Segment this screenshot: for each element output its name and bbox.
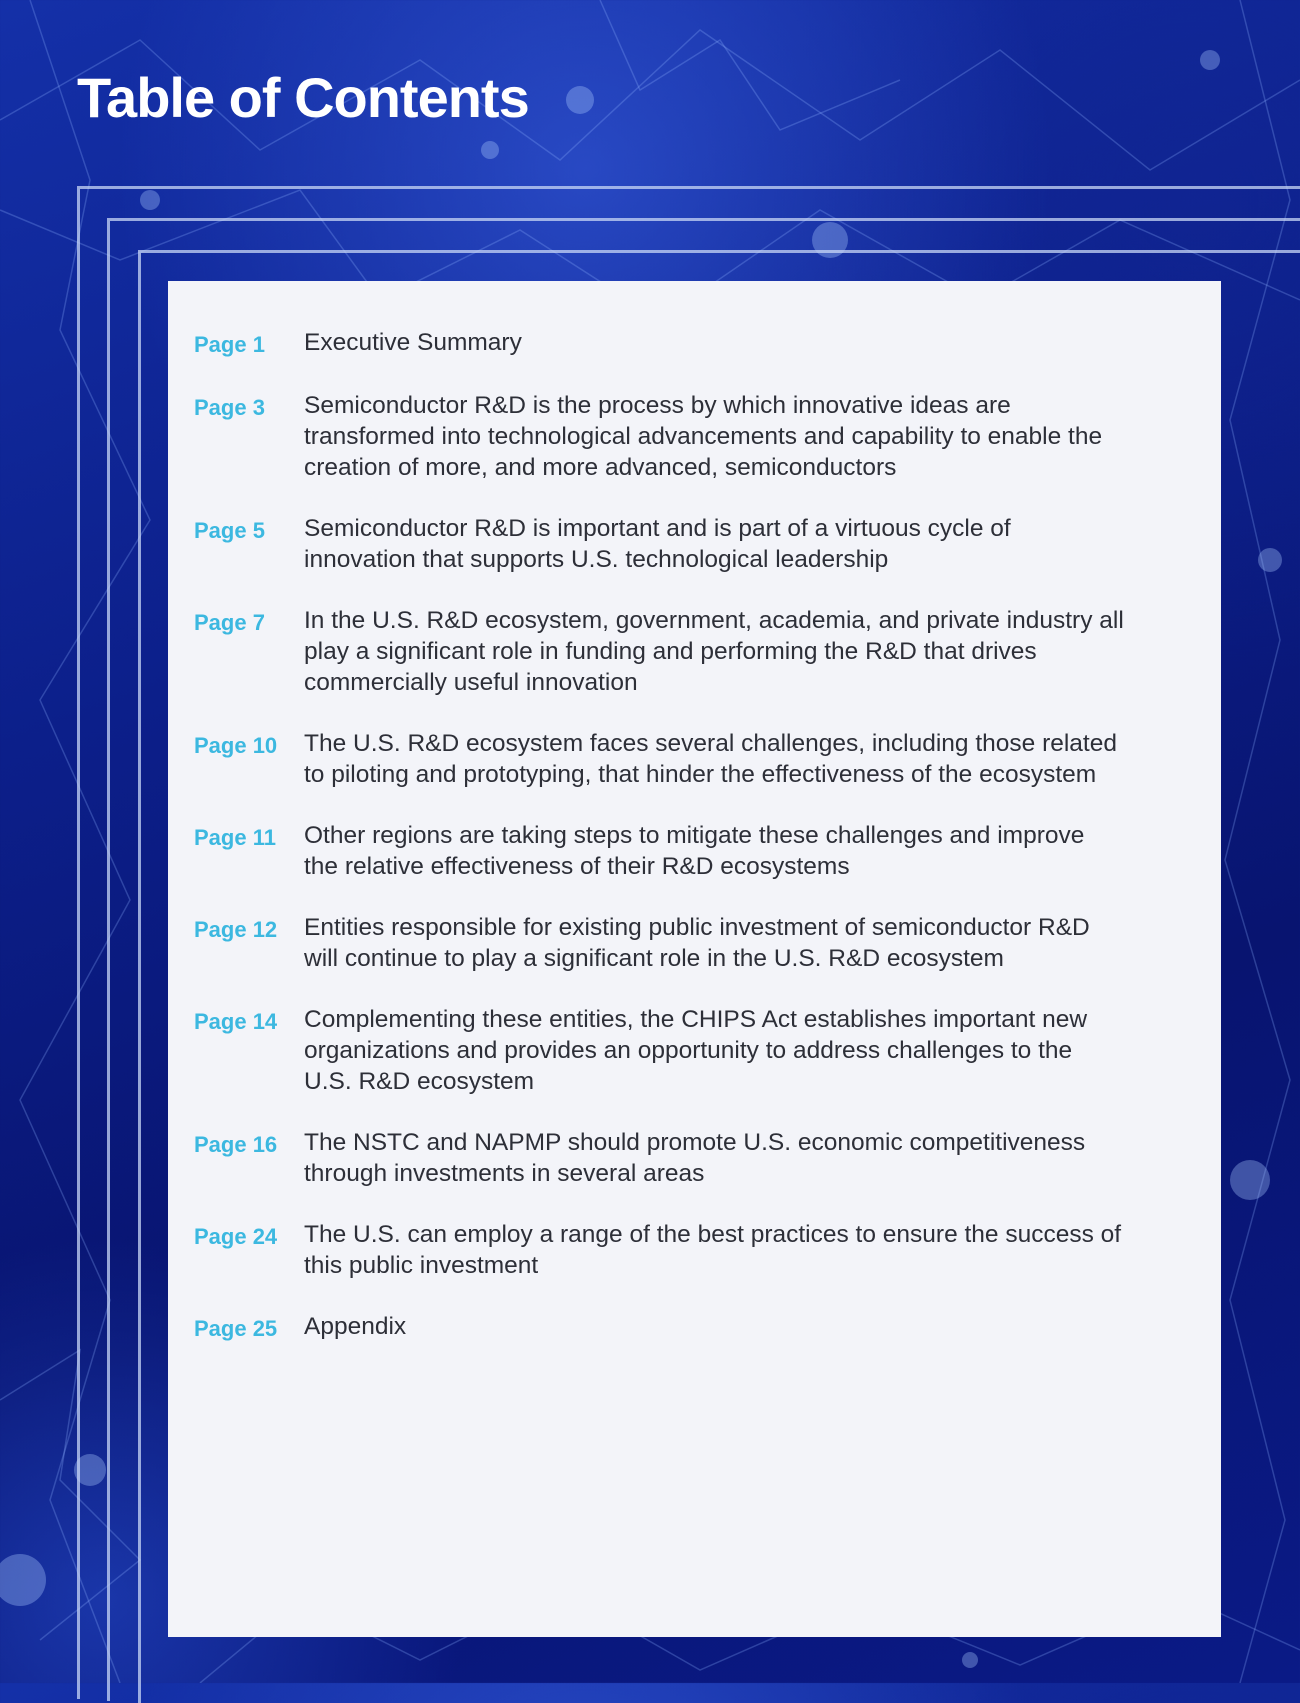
toc-page-number[interactable]: Page 25 [194, 1316, 278, 1341]
toc-entry-title[interactable]: Semiconductor R&D is the process by which innovative ideas are transformed into technological advancements and capability to enable the creation of more, and more advanced, semiconductors [304, 392, 1103, 481]
toc-page-number[interactable]: Page 14 [194, 1009, 278, 1034]
toc-page-number[interactable]: Page 11 [194, 825, 276, 850]
toc-entry[interactable] [194, 1127, 1194, 1189]
toc-entry[interactable] [194, 390, 1194, 483]
toc-entry-title[interactable]: The U.S. can employ a range of the best practices to ensure the success of this public investment [304, 1221, 1122, 1279]
toc-entry-title[interactable]: The U.S. R&D ecosystem faces several challenges, including those related to piloting and prototyping, that hinder the effectiveness of the ecosystem [304, 730, 1117, 788]
toc-page-number[interactable]: Page 24 [194, 1224, 278, 1249]
toc-entry[interactable] [194, 513, 1194, 575]
toc-entry[interactable] [194, 1219, 1194, 1281]
toc-entry-title[interactable]: Complementing these entities, the CHIPS Act establishes important new organizations and provides an opportunity to address challenges to the U.S. R&D ecosystem [304, 1006, 1088, 1095]
toc-entry[interactable] [194, 912, 1194, 974]
toc-entry-title[interactable]: Semiconductor R&D is important and is part of a virtuous cycle of innovation that supports U.S. technological leadership [304, 515, 1011, 573]
toc-entry[interactable] [194, 605, 1194, 698]
toc-entry[interactable] [194, 1311, 1194, 1344]
page-title: Table of Contents [77, 66, 529, 129]
toc-page-number[interactable]: Page 5 [194, 518, 265, 543]
toc-page-number[interactable]: Page 1 [194, 332, 265, 357]
toc-page-number[interactable]: Page 16 [194, 1132, 278, 1157]
toc-entry-title[interactable]: Entities responsible for existing public investment of semiconductor R&D will continue to play a significant role in the U.S. R&D ecosystem [304, 914, 1090, 972]
toc-page-number[interactable]: Page 3 [194, 395, 265, 420]
toc-entry[interactable] [194, 820, 1194, 882]
toc-entry[interactable] [194, 1004, 1194, 1097]
toc-entry-title[interactable]: Executive Summary [304, 329, 522, 356]
toc-entry[interactable] [194, 327, 1194, 360]
toc-list [194, 327, 1194, 1374]
toc-entry-title[interactable]: The NSTC and NAPMP should promote U.S. economic competitiveness through investments in several areas [304, 1129, 1086, 1187]
toc-page-number[interactable]: Page 7 [194, 610, 265, 635]
toc-entry-title[interactable]: Other regions are taking steps to mitigate these challenges and improve the relative effectiveness of their R&D ecosystems [304, 822, 1085, 880]
toc-panel [168, 281, 1221, 1637]
toc-entry[interactable] [194, 728, 1194, 790]
toc-entry-title[interactable]: Appendix [304, 1313, 407, 1340]
toc-entry-title[interactable]: In the U.S. R&D ecosystem, government, academia, and private industry all play a significant role in funding and performing the R&D that drives commercially useful innovation [304, 607, 1124, 696]
toc-page-number[interactable]: Page 12 [194, 917, 278, 942]
toc-page-number[interactable]: Page 10 [194, 733, 278, 758]
